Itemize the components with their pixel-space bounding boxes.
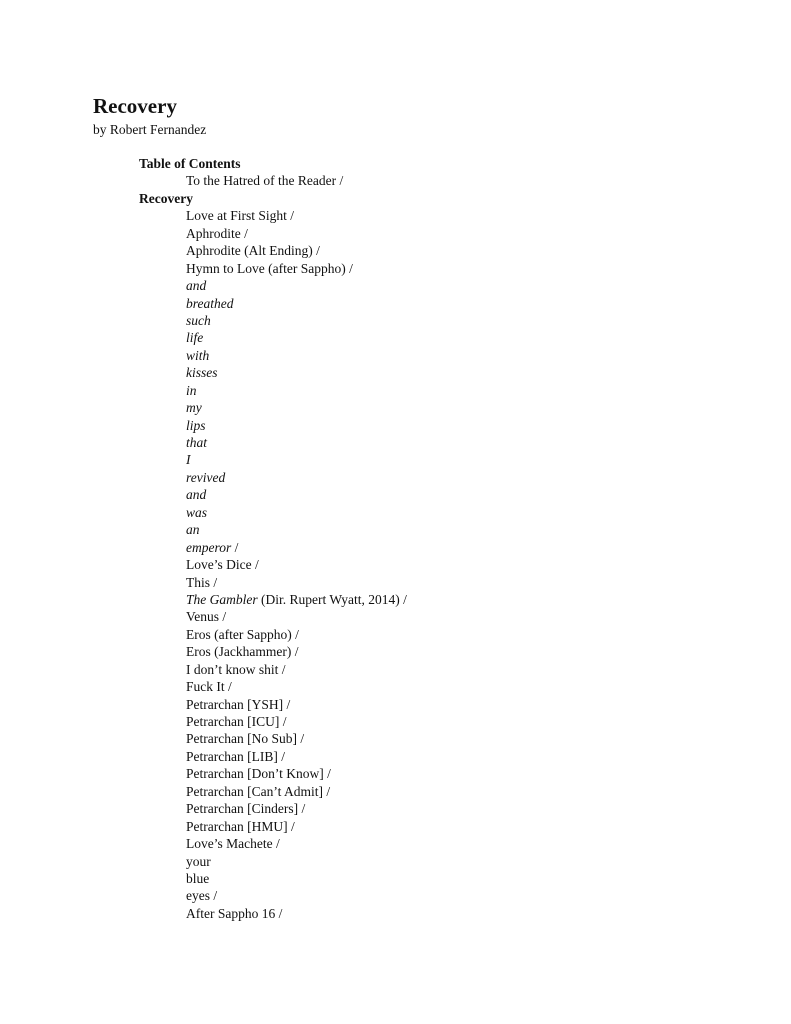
- toc-section-heading: [0, 155, 791, 172]
- toc-entry: [0, 347, 791, 364]
- toc-entry-text: with: [186, 347, 210, 363]
- toc-entry-text: revived: [186, 469, 226, 485]
- toc-entry: [0, 399, 791, 416]
- toc-entry: [0, 382, 791, 399]
- document-title: Recovery: [93, 94, 177, 118]
- toc-entry: [0, 678, 791, 695]
- toc-entry: [0, 643, 791, 660]
- toc-entry-text: Hymn to Love (after Sappho) /: [186, 260, 353, 276]
- toc-entry-text: Aphrodite (Alt Ending) /: [186, 243, 320, 259]
- toc-entry-text: Petrarchan [ICU] /: [186, 714, 287, 729]
- toc-entry: [0, 626, 791, 643]
- toc-entry-text: Petrarchan [LIB] /: [186, 748, 285, 764]
- toc-entry-text: To the Hatred of the Reader /: [186, 173, 344, 189]
- table-of-contents: [0, 155, 791, 922]
- toc-entry: [0, 870, 791, 887]
- toc-entry-text: Venus /: [186, 609, 227, 625]
- toc-entry-text: life: [186, 330, 204, 346]
- toc-entry: [0, 312, 791, 329]
- toc-entry-text: my: [186, 400, 202, 416]
- toc-entry-text: I don’t know shit /: [186, 661, 286, 677]
- toc-entry: [0, 887, 791, 904]
- toc-entry-text: After Sappho 16 /: [186, 905, 283, 921]
- toc-entry-text: blue: [186, 870, 210, 886]
- toc-entry: [0, 574, 791, 591]
- toc-entry: [0, 765, 791, 782]
- toc-entry: [0, 172, 791, 189]
- toc-entry-text: lips: [186, 417, 206, 433]
- toc-entry-text: Table of Contents: [139, 156, 241, 171]
- toc-entry: [0, 696, 791, 713]
- toc-entry-text: Petrarchan [Don’t Know] /: [186, 766, 331, 782]
- toc-entry: [0, 905, 791, 922]
- toc-entry-text: eyes /: [186, 888, 218, 904]
- toc-entry-text: breathed: [186, 295, 234, 311]
- toc-entry: [0, 730, 791, 747]
- toc-entry-text: The Gambler: [186, 591, 258, 607]
- toc-entry-text: emperor: [186, 539, 232, 555]
- toc-entry-text: your: [186, 853, 211, 869]
- toc-entry: [0, 295, 791, 312]
- toc-section-heading: [0, 190, 791, 207]
- toc-entry: [0, 783, 791, 800]
- toc-entry-text: I: [186, 452, 191, 468]
- toc-entry-text: Fuck It /: [186, 679, 232, 695]
- toc-entry-text: This /: [186, 574, 218, 590]
- toc-entry-text: kisses: [186, 365, 218, 381]
- toc-entry-text: Petrarchan [HMU] /: [186, 818, 295, 834]
- toc-entry-text: and: [186, 278, 207, 294]
- toc-entry: [0, 260, 791, 277]
- toc-entry: [0, 853, 791, 870]
- toc-entry: [0, 713, 791, 730]
- toc-entry: [0, 451, 791, 468]
- toc-entry: [0, 608, 791, 625]
- author-byline: by Robert Fernandez: [93, 122, 207, 137]
- toc-entry: [0, 556, 791, 573]
- toc-entry-text: Petrarchan [Cinders] /: [186, 801, 306, 817]
- toc-entry: [0, 329, 791, 346]
- toc-entry-suffix: /: [231, 539, 239, 555]
- toc-entry-text: an: [186, 522, 200, 538]
- toc-entry: [0, 835, 791, 852]
- toc-entry: [0, 504, 791, 521]
- toc-entry-text: that: [186, 435, 208, 450]
- toc-entry-text: Aphrodite /: [186, 225, 248, 241]
- toc-entry: [0, 521, 791, 538]
- toc-entry-text: such: [186, 312, 211, 328]
- toc-entry: [0, 242, 791, 259]
- toc-entry-text: Love’s Machete /: [186, 836, 280, 852]
- toc-entry-suffix: (Dir. Rupert Wyatt, 2014) /: [257, 591, 407, 607]
- toc-entry: [0, 486, 791, 503]
- toc-entry: [0, 417, 791, 434]
- toc-entry: [0, 748, 791, 765]
- toc-entry: [0, 225, 791, 242]
- toc-entry: [0, 661, 791, 678]
- toc-entry: [0, 469, 791, 486]
- toc-entry-text: Eros (after Sappho) /: [186, 626, 299, 642]
- toc-entry: [0, 539, 791, 556]
- toc-entry-text: Love at First Sight /: [186, 208, 294, 224]
- toc-entry-text: Recovery: [139, 190, 193, 206]
- toc-entry-text: Love’s Dice /: [186, 557, 259, 573]
- toc-entry: [0, 277, 791, 294]
- toc-entry: [0, 364, 791, 381]
- toc-entry-text: Petrarchan [No Sub] /: [186, 731, 305, 747]
- toc-entry-text: was: [186, 504, 208, 520]
- toc-entry: [0, 591, 791, 608]
- toc-entry-text: in: [186, 382, 197, 398]
- toc-entry: [0, 434, 791, 451]
- toc-entry-text: Eros (Jackhammer) /: [186, 644, 299, 660]
- toc-entry: [0, 207, 791, 224]
- toc-entry: [0, 818, 791, 835]
- toc-entry: [0, 800, 791, 817]
- toc-entry-text: Petrarchan [Can’t Admit] /: [186, 783, 331, 799]
- toc-entry-text: and: [186, 487, 207, 503]
- toc-entry-text: Petrarchan [YSH] /: [186, 696, 291, 712]
